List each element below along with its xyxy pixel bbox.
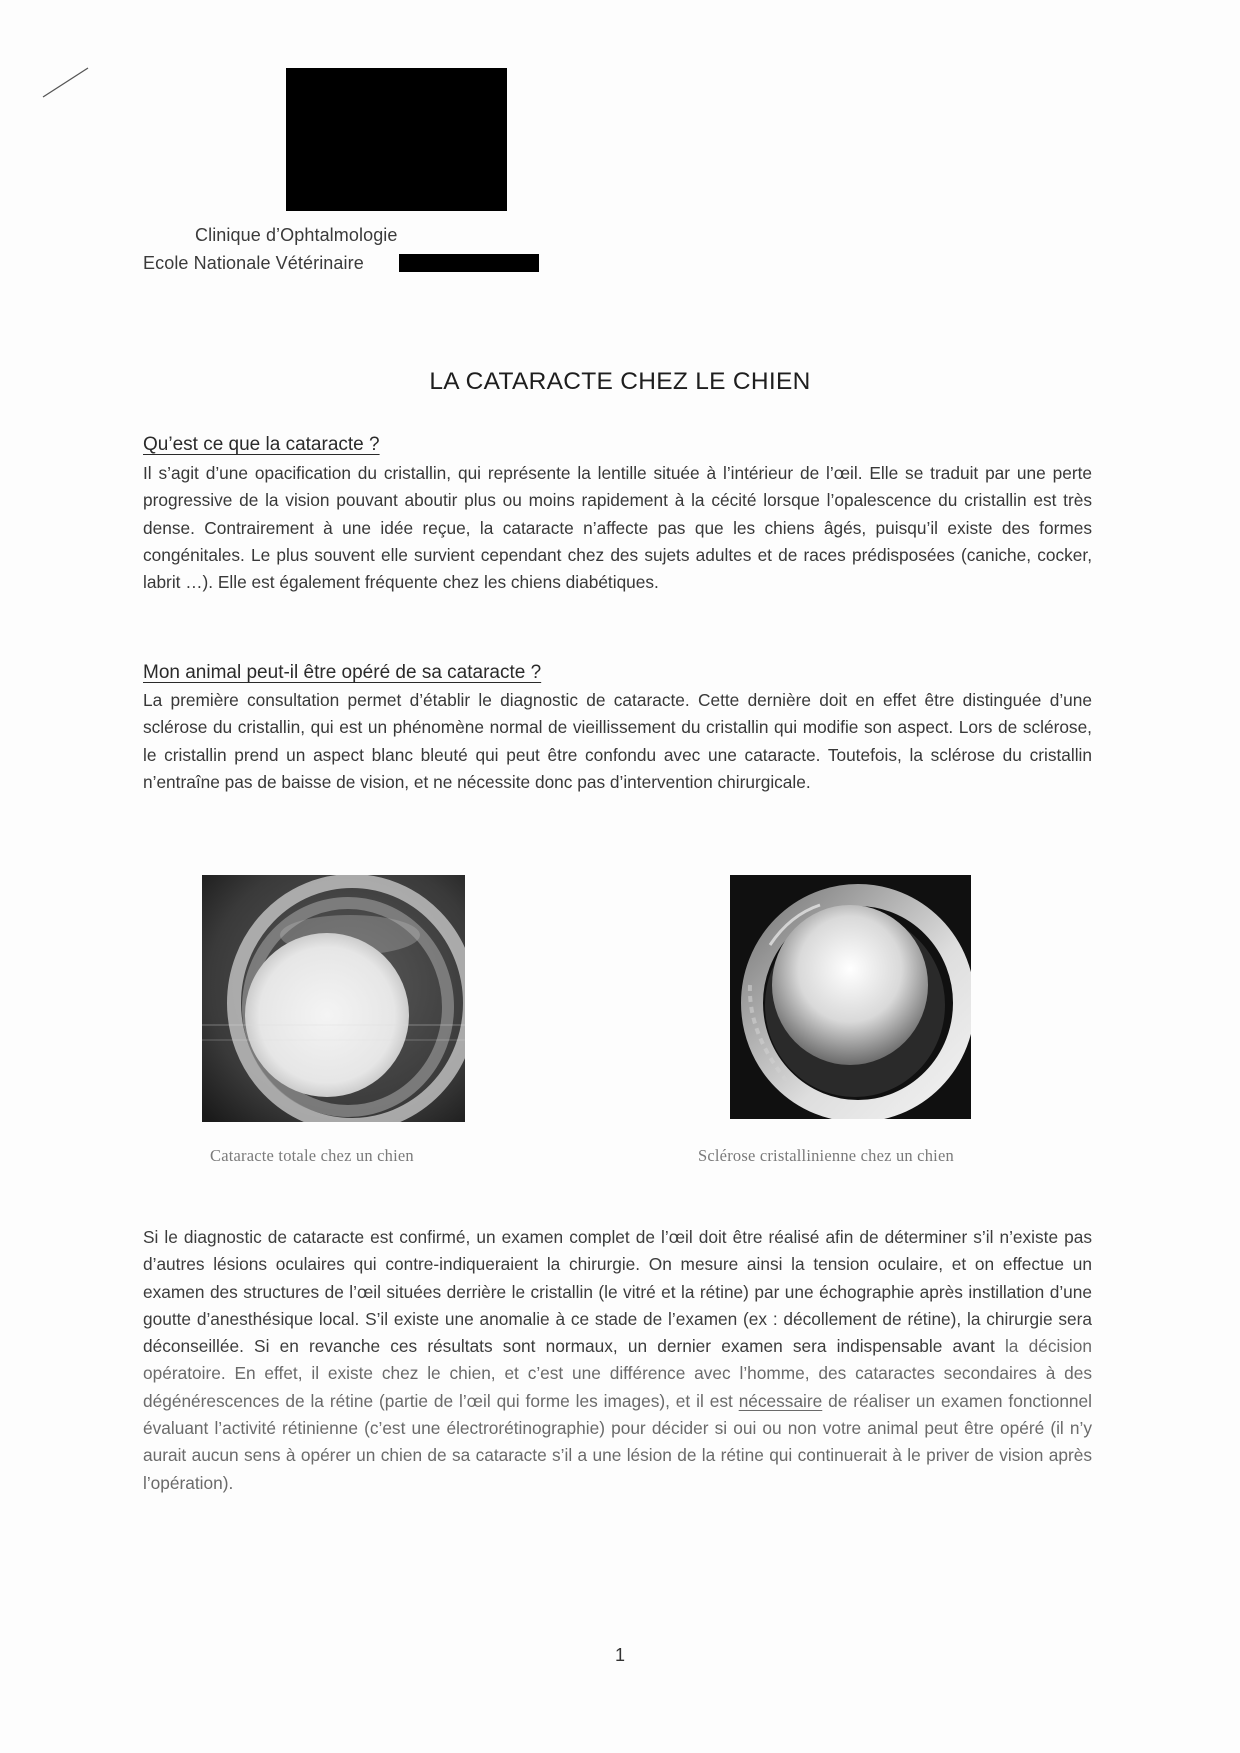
figure-lens-sclerosis-photo xyxy=(730,875,971,1119)
document-title: LA CATARACTE CHEZ LE CHIEN xyxy=(429,368,811,395)
closing-text-part1: Si le diagnostic de cataracte est confirmé, un examen complet de l’œil doit être réalisé afin de déterminer s’il n’existe pas d’autres lésions oculaires qui contre-indiqueraient la chirurgie. On mesure ainsi la tension oculaire, et on effectue un examen des structures de l’œil situées derrière le cristallin (le vitré et la rétine) par une échographie après instillation d’une goutte d’anesthésique local. S’il existe une anomalie à ce stade de l’examen (ex : décollement de rétine), la chirurgie sera déconseillée. Si en revanche ces résultats sont normaux, un dernier examen sera indispensable avant xyxy=(143,1227,1092,1357)
eye-photo-total-cataract xyxy=(202,875,465,1122)
section-heading-can-be-operated: Mon animal peut-il être opéré de sa cataracte ? xyxy=(143,662,542,683)
page-number: 1 xyxy=(615,1645,626,1665)
underlined-word-necessaire: nécessaire xyxy=(738,1390,823,1411)
redacted-school-location xyxy=(399,254,539,272)
figure-caption-total-cataract: Cataracte totale chez un chien xyxy=(210,1146,414,1165)
school-name: Ecole Nationale Vétérinaire xyxy=(143,253,364,273)
paragraph-preoperative-exams xyxy=(143,1224,1092,1497)
figure-total-cataract-photo xyxy=(202,875,465,1122)
paragraph-what-is-cataract: Il s’agit d’une opacification du cristallin, qui représente la lentille située à l’intérieur de l’œil. Elle se traduit par une perte progressive de la vision pouvant aboutir plus ou moins rapidement à la cécité lorsque l’opalescence du cristallin est très dense. Contrairement à une idée reçue, la cataracte n’affecte pas que les chiens âgés, puisqu’il existe des formes congénitales. Le plus souvent elle survient cependant chez des sujets adultes et de races prédisposées (caniche, cocker, labrit …). Elle est également fréquente chez les chiens diabétiques. xyxy=(143,463,1092,593)
redacted-logo xyxy=(286,68,507,211)
closing-text-part3: de réaliser un examen fonctionnel évaluant l’activité rétinienne (c’est une électrorétinographie) pour décider si oui ou non votre animal peut être opéré (il n’y aurait aucun sens à opérer un chien de sa cataracte s’il a une lésion de la rétine qui continuerait à le priver de vision après l’opération). xyxy=(143,1390,1092,1493)
pen-stroke-mark xyxy=(40,66,92,102)
clinic-name: Clinique d’Ophtalmologie xyxy=(195,225,398,245)
figure-caption-lens-sclerosis: Sclérose cristallinienne chez un chien xyxy=(698,1146,954,1165)
paragraph-diagnosis: La première consultation permet d’établir le diagnostic de cataracte. Cette dernière doit en effet être distinguée d’une sclérose du cristallin, qui est un phénomène normal de vieillissement du cristallin qui modifie son aspect. Lors de sclérose, le cristallin prend un aspect blanc bleuté qui peut être confondu avec une cataracte. Toutefois, la sclérose du cristallin n’entraîne pas de baisse de vision, et ne nécessite donc pas d’intervention chirurgicale. xyxy=(143,690,1092,792)
closing-text-part2: la décision opératoire. En effet, il existe chez le chien, et c’est une différence avec l’homme, des cataractes secondaires à des dégénérescences de la rétine (partie de l’œil qui forme les images), et il est xyxy=(143,1336,1092,1411)
section-heading-what-is-cataract: Qu’est ce que la cataracte ? xyxy=(143,434,380,455)
eye-photo-lens-sclerosis xyxy=(730,875,971,1119)
